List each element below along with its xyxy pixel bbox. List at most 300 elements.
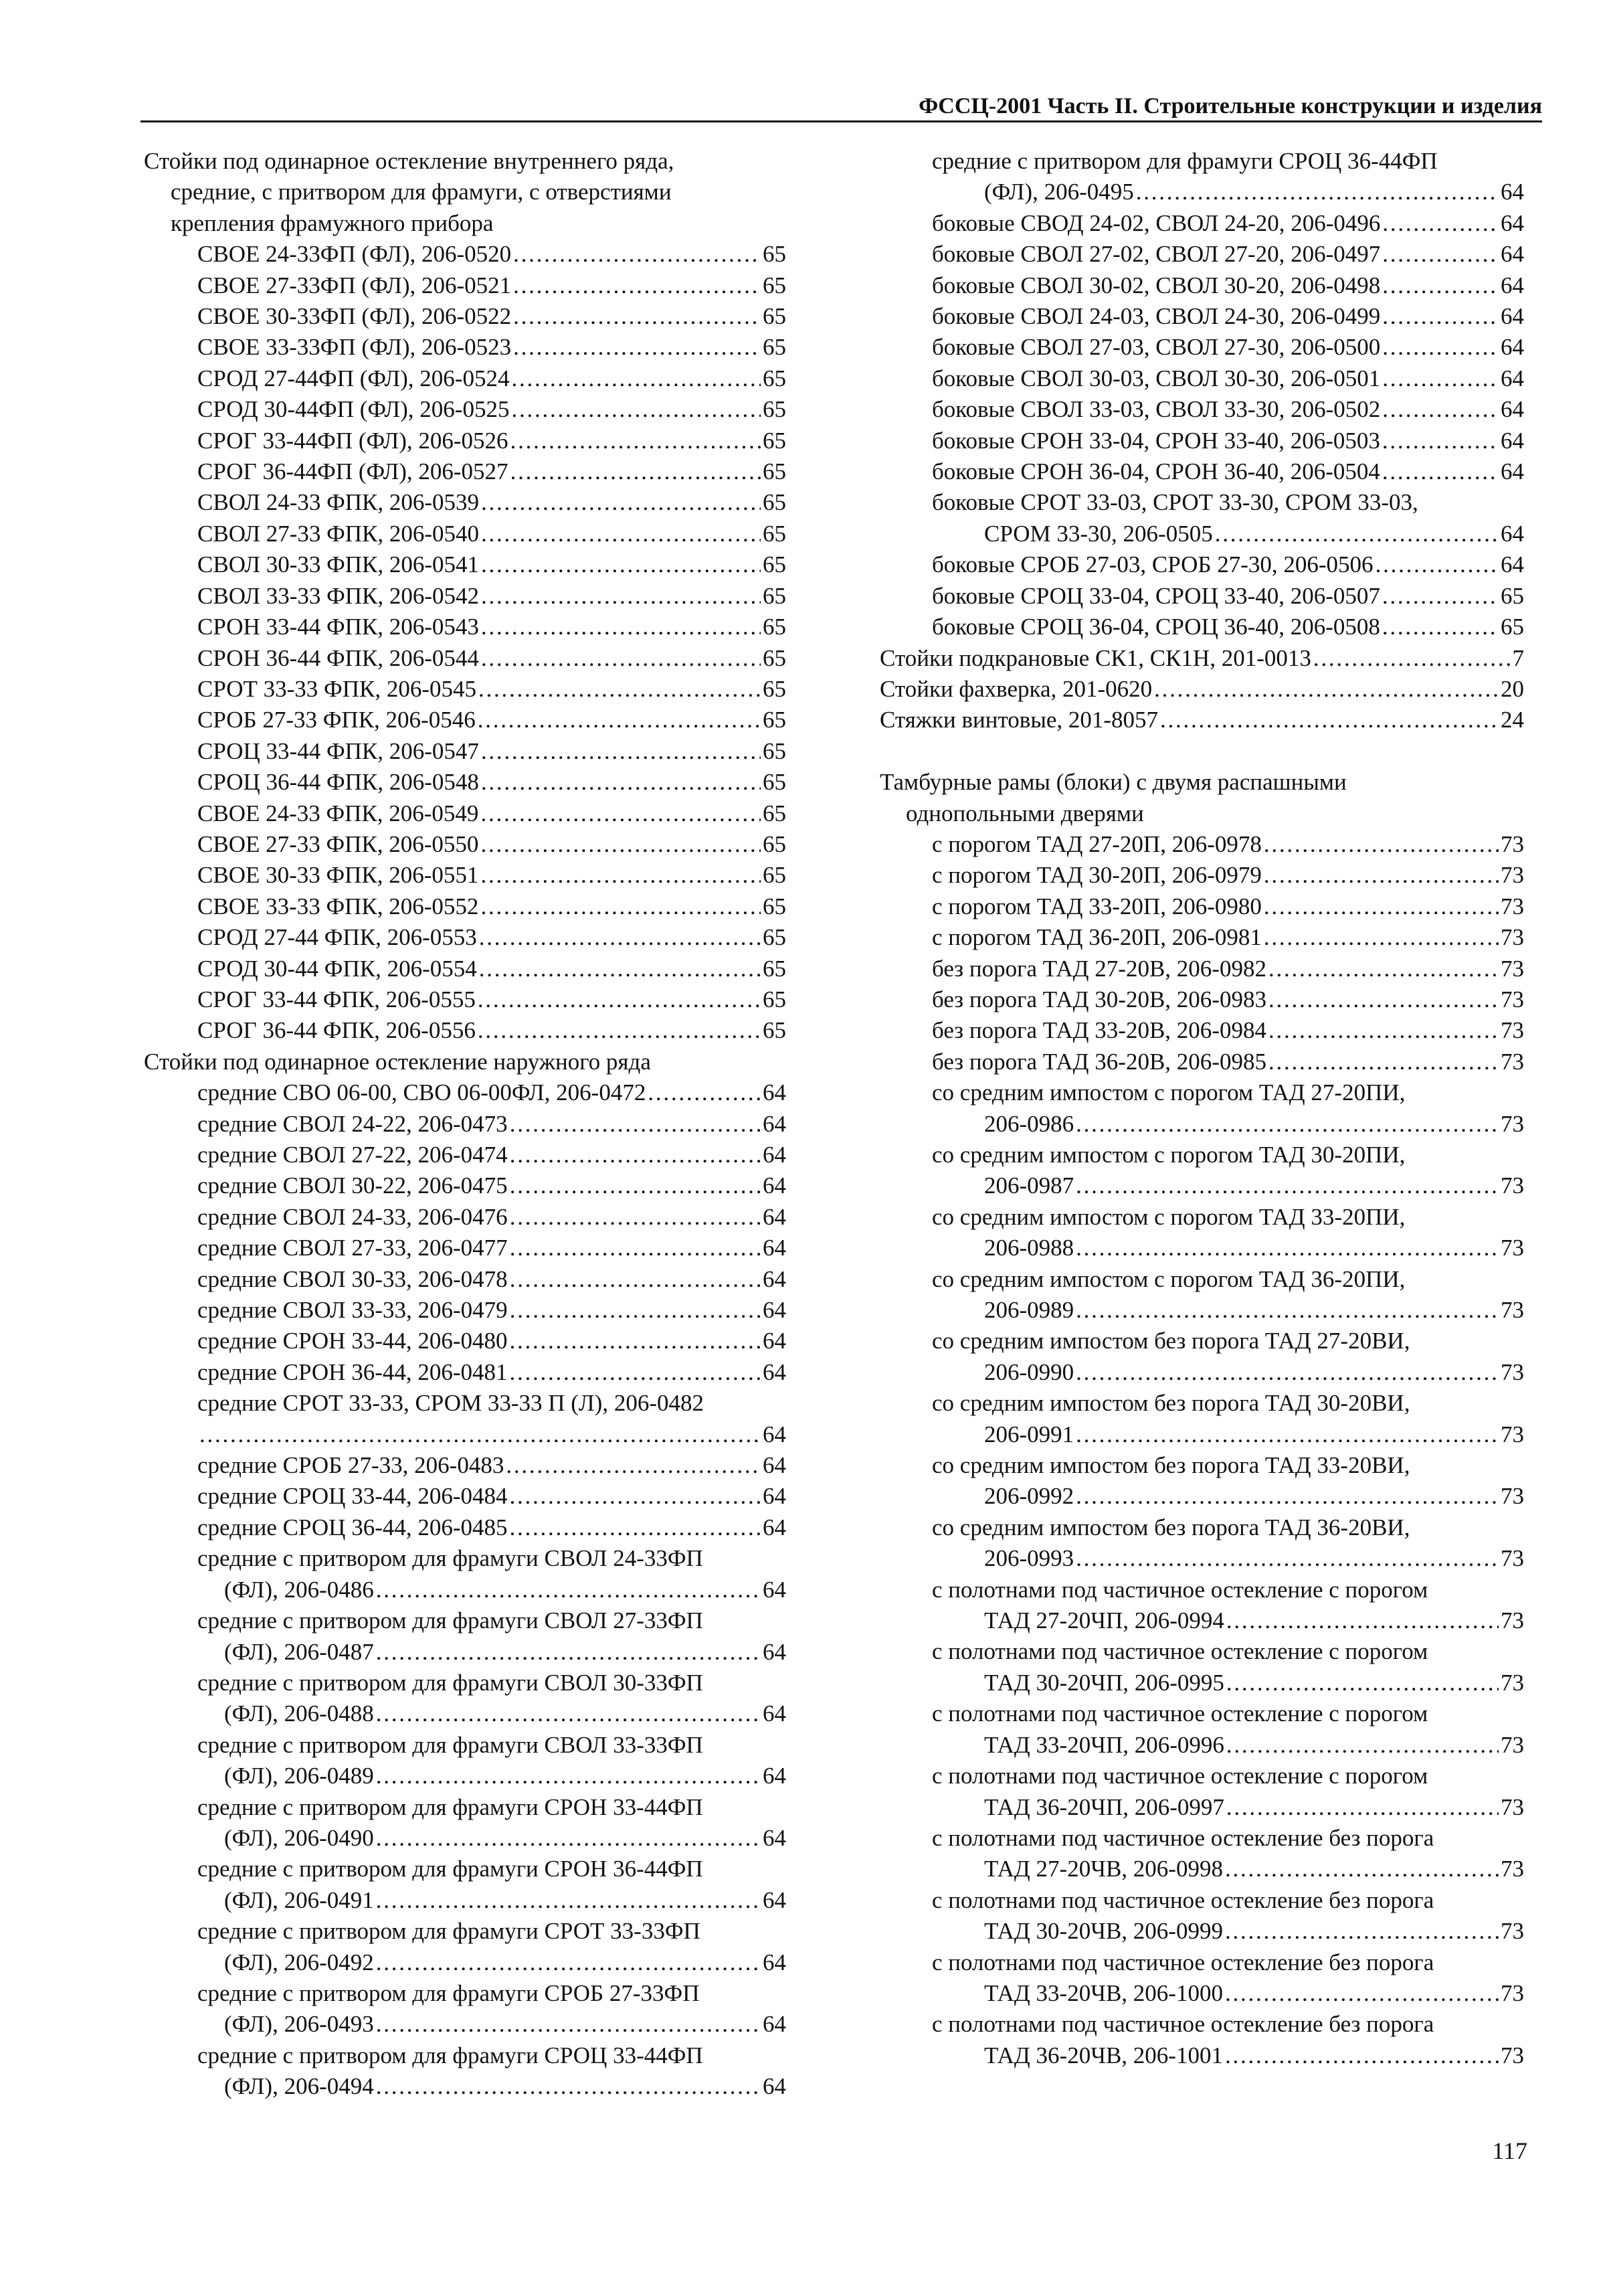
index-entry-text: средние СВОЛ 27-33, 206-0477 bbox=[197, 1235, 508, 1261]
index-entry bbox=[144, 1264, 786, 1295]
dot-leader bbox=[481, 643, 761, 674]
dot-leader bbox=[1268, 1047, 1499, 1077]
index-entry-page: 65 bbox=[763, 924, 786, 951]
index-entry-text: СВОЕ 30-33ФП (ФЛ), 206-0522 bbox=[197, 303, 512, 330]
index-entry-text: СВОЕ 30-33 ФПК, 206-0551 bbox=[197, 862, 479, 889]
index-entry-page: 64 bbox=[763, 2073, 786, 2100]
index-entry-page: 64 bbox=[763, 1297, 786, 1324]
index-entry-text: СВОЕ 24-33 ФПК, 206-0549 bbox=[197, 800, 479, 826]
index-entry-page: 73 bbox=[1501, 1856, 1524, 1882]
index-entry-page: 73 bbox=[1501, 1110, 1524, 1137]
index-entry bbox=[880, 208, 1524, 239]
index-entry bbox=[144, 1823, 786, 1854]
index-entry-page: 64 bbox=[1501, 272, 1524, 298]
index-entry bbox=[144, 270, 786, 301]
index-entry-text: средние СВОЛ 24-22, 206-0473 bbox=[197, 1110, 508, 1137]
dot-leader bbox=[481, 519, 761, 549]
index-entry-page: 73 bbox=[1501, 830, 1524, 857]
index-entry bbox=[144, 954, 786, 984]
index-entry-text: с полотнами под частичное остекление с порогом bbox=[932, 1700, 1428, 1727]
index-entry bbox=[880, 332, 1524, 363]
index-entry-text: боковые СВОЛ 27-02, СВОЛ 27-20, 206-0497 bbox=[932, 241, 1381, 268]
index-entry bbox=[144, 208, 786, 239]
index-entry-page: 65 bbox=[763, 551, 786, 578]
dot-leader bbox=[479, 954, 761, 984]
index-entry-text: средние СРОЦ 36-44, 206-0485 bbox=[197, 1514, 508, 1540]
index-entry-page: 64 bbox=[763, 1172, 786, 1199]
index-entry-text: боковые СВОЛ 33-03, СВОЛ 33-30, 206-0502 bbox=[932, 396, 1381, 423]
index-entry bbox=[144, 1885, 786, 1916]
dot-leader bbox=[1076, 1543, 1499, 1574]
dot-leader bbox=[1154, 674, 1499, 705]
index-entry-page: 65 bbox=[763, 800, 786, 826]
dot-leader bbox=[510, 1481, 761, 1512]
index-entry-page: 65 bbox=[763, 830, 786, 857]
index-entry-text: СВОЕ 27-33 ФПК, 206-0550 bbox=[197, 830, 479, 857]
dot-leader bbox=[513, 270, 761, 301]
index-entry bbox=[880, 1233, 1524, 1263]
index-entry-text: 206-0986 bbox=[984, 1110, 1074, 1137]
index-entry-text: с полотнами под частичное остекление с порогом bbox=[932, 1763, 1428, 1789]
index-entry-text: СВОЛ 24-33 ФПК, 206-0539 bbox=[197, 489, 480, 516]
index-entry-text: (ФЛ), 206-0493 bbox=[224, 2011, 374, 2038]
index-entry-text: (ФЛ), 206-0487 bbox=[224, 1638, 374, 1665]
dot-leader bbox=[1076, 1419, 1499, 1450]
index-entry-text: (ФЛ), 206-0488 bbox=[224, 1700, 374, 1727]
dot-leader bbox=[479, 922, 761, 953]
index-entry-page: 64 bbox=[763, 1576, 786, 1603]
dot-leader bbox=[478, 674, 761, 705]
index-entry bbox=[880, 1047, 1524, 1077]
index-entry-page: 73 bbox=[1501, 1048, 1524, 1075]
index-entry-page: 65 bbox=[763, 675, 786, 702]
index-entry-page: 73 bbox=[1501, 1731, 1524, 1758]
index-entry-page: 64 bbox=[763, 2011, 786, 2038]
index-entry bbox=[144, 767, 786, 798]
index-entry-text: со средним импостом с порогом ТАД 30-20ПИ, bbox=[932, 1141, 1406, 1168]
index-entry-text: Тамбурные рамы (блоки) с двумя распашными bbox=[880, 769, 1347, 796]
dot-leader bbox=[376, 1698, 761, 1729]
index-entry-text: со средним импостом с порогом ТАД 36-20ПИ, bbox=[932, 1265, 1406, 1292]
index-entry bbox=[880, 549, 1524, 580]
index-entry bbox=[144, 1761, 786, 1791]
index-entry-text: с полотнами под частичное остекление без порога bbox=[932, 1824, 1434, 1851]
index-entry bbox=[144, 1698, 786, 1729]
index-entry-text: ТАД 27-20ЧП, 206-0994 bbox=[984, 1607, 1224, 1634]
dot-leader bbox=[1382, 581, 1499, 612]
dot-leader bbox=[1136, 177, 1499, 207]
index-column-left bbox=[144, 146, 786, 2103]
index-entry bbox=[880, 2040, 1524, 2071]
index-entry bbox=[144, 2040, 786, 2071]
index-entry-text: средние с притвором для фрамуги СРОЦ 36-44ФП bbox=[932, 148, 1438, 174]
index-entry bbox=[144, 1419, 786, 1450]
index-entry-text: со средним импостом без порога ТАД 30-20ВИ, bbox=[932, 1390, 1410, 1417]
index-entry bbox=[144, 456, 786, 487]
index-entry-text: Стяжки винтовые, 201-8057 bbox=[880, 707, 1159, 733]
index-entry bbox=[880, 1450, 1524, 1481]
index-entry-text: боковые СРОН 33-04, СРОН 33-40, 206-0503 bbox=[932, 427, 1380, 454]
dot-leader bbox=[510, 1109, 761, 1140]
index-entry-text: боковые СРОН 36-04, СРОН 36-40, 206-0504 bbox=[932, 458, 1380, 485]
index-entry-text: боковые СВОЛ 24-03, СВОЛ 24-30, 206-0499 bbox=[932, 303, 1381, 330]
dot-leader bbox=[510, 1233, 761, 1263]
index-entry-text: без порога ТАД 30-20В, 206-0983 bbox=[932, 986, 1266, 1012]
index-entry bbox=[144, 1543, 786, 1574]
index-entry bbox=[144, 426, 786, 456]
index-entry-text: 206-0987 bbox=[984, 1172, 1074, 1199]
index-entry-page: 65 bbox=[763, 458, 786, 485]
dot-leader bbox=[376, 1823, 761, 1854]
index-entry bbox=[144, 2071, 786, 2102]
index-entry-text: с полотнами под частичное остекление с порогом bbox=[932, 1638, 1428, 1665]
index-entry-text: с полотнами под частичное остекление без порога bbox=[932, 1949, 1434, 1975]
index-entry bbox=[880, 487, 1524, 518]
index-entry-page: 64 bbox=[1501, 396, 1524, 423]
index-entry-text: СВОЛ 30-33 ФПК, 206-0541 bbox=[197, 551, 480, 578]
index-entry bbox=[144, 1792, 786, 1823]
index-entry bbox=[880, 674, 1524, 705]
index-entry-page: 73 bbox=[1501, 1421, 1524, 1447]
index-entry bbox=[144, 1730, 786, 1761]
index-entry-text: СВОЕ 33-33 ФПК, 206-0552 bbox=[197, 893, 479, 919]
index-entry-text: боковые СВОЛ 27-03, СВОЛ 27-30, 206-0500 bbox=[932, 334, 1381, 361]
dot-leader bbox=[376, 1575, 761, 1605]
index-entry-page: 24 bbox=[1501, 707, 1524, 733]
running-header bbox=[140, 92, 1542, 122]
index-entry-page: 64 bbox=[763, 1514, 786, 1540]
index-entry bbox=[880, 363, 1524, 394]
index-entry bbox=[880, 1916, 1524, 1947]
index-entry-page: 64 bbox=[1501, 427, 1524, 454]
index-entry-text: СРОД 27-44ФП (ФЛ), 206-0524 bbox=[197, 365, 510, 391]
index-entry-page: 73 bbox=[1501, 1017, 1524, 1044]
dot-leader bbox=[376, 1761, 761, 1791]
dot-leader bbox=[510, 426, 761, 456]
dot-leader bbox=[513, 239, 761, 270]
index-entry bbox=[880, 1854, 1524, 1884]
index-entry-text: средние СРОТ 33-33, СРОМ 33-33 П (Л), 206-0482 bbox=[197, 1390, 704, 1417]
index-entry-text: (ФЛ), 206-0495 bbox=[984, 179, 1134, 205]
index-entry-page: 64 bbox=[1501, 179, 1524, 205]
index-entry bbox=[880, 146, 1524, 177]
index-entry-page: 64 bbox=[763, 1824, 786, 1851]
index-entry-page: 64 bbox=[763, 1203, 786, 1230]
dot-leader bbox=[1382, 270, 1499, 301]
index-entry bbox=[144, 1512, 786, 1543]
index-entry bbox=[880, 1140, 1524, 1170]
index-entry-text: 206-0989 bbox=[984, 1297, 1074, 1324]
index-entry-page: 64 bbox=[763, 1452, 786, 1479]
dot-leader bbox=[510, 1326, 761, 1356]
index-entry-text: (ФЛ), 206-0490 bbox=[224, 1824, 374, 1851]
dot-leader bbox=[510, 1140, 761, 1170]
index-entry bbox=[144, 301, 786, 332]
index-entry-text: с порогом ТАД 30-20П, 206-0979 bbox=[932, 862, 1262, 889]
index-entry-text: средние СРОБ 27-33, 206-0483 bbox=[197, 1452, 504, 1479]
index-entry-text: со средним импостом без порога ТАД 33-20ВИ, bbox=[932, 1452, 1410, 1479]
index-entry-page: 73 bbox=[1501, 1545, 1524, 1572]
dot-leader bbox=[1382, 363, 1499, 394]
dot-leader bbox=[481, 612, 761, 642]
index-entry bbox=[144, 581, 786, 612]
index-entry-page: 65 bbox=[1501, 614, 1524, 640]
index-entry-page: 65 bbox=[763, 427, 786, 454]
index-entry-page: 65 bbox=[763, 582, 786, 609]
index-entry-page: 73 bbox=[1501, 1607, 1524, 1634]
index-entry bbox=[144, 1326, 786, 1356]
dot-leader bbox=[376, 2009, 761, 2040]
index-entry-text: (ФЛ), 206-0492 bbox=[224, 1949, 374, 1975]
index-entry-text: СРОГ 36-44ФП (ФЛ), 206-0527 bbox=[197, 458, 508, 485]
index-entry-page: 73 bbox=[1501, 986, 1524, 1012]
index-entry bbox=[144, 1202, 786, 1233]
index-entry bbox=[880, 1730, 1524, 1761]
dot-leader bbox=[481, 581, 761, 612]
dot-leader bbox=[1264, 922, 1499, 953]
dot-leader bbox=[376, 1947, 761, 1978]
index-entry-page: 65 bbox=[763, 489, 786, 516]
index-entry-page: 64 bbox=[763, 1700, 786, 1727]
index-entry-page: 64 bbox=[763, 1638, 786, 1665]
index-entry bbox=[144, 1450, 786, 1481]
index-entry-page: 73 bbox=[1501, 1918, 1524, 1945]
dot-leader bbox=[1382, 612, 1499, 642]
index-entry bbox=[144, 1015, 786, 1046]
index-entry-text: средние с притвором для фрамуги СРОТ 33-33ФП bbox=[197, 1918, 700, 1945]
index-entry-text: СРОБ 27-33 ФПК, 206-0546 bbox=[197, 707, 476, 733]
dot-leader bbox=[510, 1170, 761, 1201]
index-entry bbox=[144, 1947, 786, 1978]
dot-leader bbox=[1225, 1854, 1499, 1884]
index-entry bbox=[880, 1170, 1524, 1201]
index-entry-text: средние с притвором для фрамуги СВОЛ 30-33ФП bbox=[197, 1669, 703, 1696]
dot-leader bbox=[1382, 394, 1499, 425]
index-entry-page: 64 bbox=[763, 1886, 786, 1913]
index-entry-text: средние СВО 06-00, СВО 06-00ФЛ, 206-0472 bbox=[197, 1079, 646, 1106]
index-entry bbox=[144, 643, 786, 674]
index-entry-text: средние СРОН 33-44, 206-0480 bbox=[197, 1328, 508, 1354]
index-entry bbox=[144, 487, 786, 518]
dot-leader bbox=[480, 829, 761, 860]
index-entry-page: 7 bbox=[1512, 644, 1524, 671]
dot-leader bbox=[376, 1637, 761, 1668]
index-entry bbox=[880, 954, 1524, 984]
index-entry-text: средние с притвором для фрамуги СРОН 36-44ФП bbox=[197, 1856, 703, 1882]
index-entry bbox=[880, 984, 1524, 1015]
index-entry-text: СРОМ 33-30, 206-0505 bbox=[984, 520, 1213, 547]
index-entry bbox=[144, 1109, 786, 1140]
index-entry-text: со средним импостом с порогом ТАД 33-20ПИ, bbox=[932, 1203, 1406, 1230]
index-entry-text: 206-0988 bbox=[984, 1235, 1074, 1261]
index-entry-page: 65 bbox=[763, 614, 786, 640]
index-entry bbox=[880, 1885, 1524, 1916]
index-entry bbox=[880, 1077, 1524, 1108]
index-entry bbox=[880, 1109, 1524, 1140]
page-number: 117 bbox=[1492, 2137, 1527, 2164]
dot-leader bbox=[1076, 1357, 1499, 1388]
index-entry bbox=[880, 1419, 1524, 1450]
dot-leader bbox=[480, 798, 761, 829]
index-entry-page: 64 bbox=[1501, 458, 1524, 485]
index-entry-page: 65 bbox=[763, 893, 786, 919]
index-entry-page: 73 bbox=[1501, 1297, 1524, 1324]
index-entry-text: 206-0992 bbox=[984, 1483, 1074, 1510]
index-entry-text: СРОЦ 36-44 ФПК, 206-0548 bbox=[197, 769, 479, 796]
index-entry bbox=[880, 1015, 1524, 1046]
index-entry bbox=[880, 1978, 1524, 2009]
index-entry-text: с порогом ТАД 36-20П, 206-0981 bbox=[932, 924, 1262, 951]
index-entry-text: (ФЛ), 206-0486 bbox=[224, 1576, 374, 1603]
index-entry-text: крепления фрамужного прибора bbox=[171, 209, 494, 236]
index-entry-text: СРОГ 33-44 ФПК, 206-0555 bbox=[197, 986, 476, 1012]
index-entry-text: однопольными дверями bbox=[906, 800, 1144, 826]
index-entry-page: 65 bbox=[763, 955, 786, 982]
index-entry bbox=[880, 1668, 1524, 1698]
index-entry bbox=[144, 922, 786, 953]
index-entry bbox=[880, 1605, 1524, 1636]
index-entry bbox=[880, 1326, 1524, 1356]
index-entry bbox=[880, 705, 1524, 735]
index-entry-text: ТАД 36-20ЧВ, 206-1001 bbox=[984, 2042, 1223, 2068]
index-entry bbox=[880, 922, 1524, 953]
index-entry-page: 64 bbox=[763, 1421, 786, 1447]
index-entry-text: СРОГ 36-44 ФПК, 206-0556 bbox=[197, 1017, 476, 1044]
dot-leader bbox=[1160, 705, 1499, 735]
index-entry bbox=[880, 1388, 1524, 1419]
dot-leader bbox=[1264, 891, 1499, 922]
index-entry-text: средние с притвором для фрамуги СВОЛ 33-33ФП bbox=[197, 1731, 703, 1758]
index-entry-page: 65 bbox=[763, 769, 786, 796]
index-entry-text: боковые СРОБ 27-03, СРОБ 27-30, 206-0506 bbox=[932, 551, 1374, 578]
index-entry-text: СВОЕ 33-33ФП (ФЛ), 206-0523 bbox=[197, 334, 512, 361]
dot-leader bbox=[199, 1419, 761, 1450]
index-entry bbox=[144, 1357, 786, 1388]
dot-leader bbox=[1382, 239, 1499, 270]
index-entry bbox=[144, 1637, 786, 1668]
dot-leader bbox=[1076, 1170, 1499, 1201]
dot-leader bbox=[1376, 549, 1499, 580]
index-entry-text: ТАД 36-20ЧП, 206-0997 bbox=[984, 1793, 1224, 1820]
dot-leader bbox=[648, 1077, 761, 1108]
index-entry-page: 73 bbox=[1501, 924, 1524, 951]
index-entry-text: СРОД 30-44 ФПК, 206-0554 bbox=[197, 955, 477, 982]
dot-leader bbox=[1268, 1015, 1499, 1046]
dot-leader bbox=[510, 1512, 761, 1543]
dot-leader bbox=[480, 891, 761, 922]
index-entry-page: 64 bbox=[1501, 303, 1524, 330]
dot-leader bbox=[480, 860, 761, 891]
index-entry-text: СРОГ 33-44ФП (ФЛ), 206-0526 bbox=[197, 427, 508, 454]
dot-leader bbox=[1382, 301, 1499, 332]
index-entry bbox=[144, 2009, 786, 2040]
index-entry bbox=[144, 1978, 786, 2009]
index-entry-page: 64 bbox=[763, 1110, 786, 1137]
index-entry bbox=[880, 456, 1524, 487]
index-entry bbox=[880, 1698, 1524, 1729]
index-entry-text: средние СРОН 36-44, 206-0481 bbox=[197, 1358, 508, 1385]
dot-leader bbox=[1225, 1978, 1499, 2009]
index-entry bbox=[144, 705, 786, 735]
index-entry-page: 65 bbox=[763, 396, 786, 423]
index-entry-text: Стойки под одинарное остекление наружного ряда bbox=[144, 1048, 651, 1075]
index-entry-page: 73 bbox=[1501, 1358, 1524, 1385]
dot-leader bbox=[506, 1450, 761, 1481]
index-entry-page: 65 bbox=[763, 241, 786, 268]
index-entry-text: ТАД 30-20ЧВ, 206-0999 bbox=[984, 1918, 1223, 1945]
index-entry-text: с полотнами под частичное остекление без порога bbox=[932, 1886, 1434, 1913]
index-entry-text: средние, с притвором для фрамуги, с отверстиями bbox=[171, 179, 672, 205]
index-entry-text: боковые СРОТ 33-03, СРОТ 33-30, СРОМ 33-03, bbox=[932, 489, 1418, 516]
index-entry-page: 64 bbox=[763, 1142, 786, 1168]
index-entry-page: 73 bbox=[1501, 1235, 1524, 1261]
index-entry bbox=[880, 643, 1524, 674]
index-entry bbox=[144, 1295, 786, 1326]
index-entry bbox=[144, 1388, 786, 1419]
dot-leader bbox=[1268, 954, 1499, 984]
index-entry bbox=[144, 674, 786, 705]
index-entry bbox=[144, 1916, 786, 1947]
index-entry-page: 64 bbox=[1501, 241, 1524, 268]
index-entry bbox=[880, 1481, 1524, 1512]
index-entry bbox=[880, 1512, 1524, 1543]
index-entry-text: Стойки под одинарное остекление внутреннего ряда, bbox=[144, 148, 674, 174]
dot-leader bbox=[1313, 643, 1511, 674]
dot-leader bbox=[1226, 1792, 1499, 1823]
dot-leader bbox=[1382, 332, 1499, 363]
index-entry bbox=[144, 1575, 786, 1605]
index-entry bbox=[880, 1543, 1524, 1574]
dot-leader bbox=[481, 736, 761, 767]
index-entry-page: 73 bbox=[1501, 1669, 1524, 1696]
index-entry bbox=[880, 519, 1524, 549]
index-entry-text: со средним импостом без порога ТАД 27-20ВИ, bbox=[932, 1328, 1410, 1354]
dot-leader bbox=[511, 394, 761, 425]
index-entry-page: 64 bbox=[763, 1265, 786, 1292]
index-entry-text: средние с притвором для фрамуги СВОЛ 27-33ФП bbox=[197, 1607, 703, 1634]
index-entry-text: СРОД 30-44ФП (ФЛ), 206-0525 bbox=[197, 396, 510, 423]
dot-leader bbox=[510, 1264, 761, 1295]
dot-leader bbox=[1076, 1109, 1499, 1140]
index-entry bbox=[144, 177, 786, 207]
dot-leader bbox=[1382, 426, 1499, 456]
index-entry-text: (ФЛ), 206-0491 bbox=[224, 1886, 374, 1913]
index-entry bbox=[144, 984, 786, 1015]
index-entry-text: боковые СВОЛ 30-02, СВОЛ 30-20, 206-0498 bbox=[932, 272, 1381, 298]
index-entry-text: СВОЕ 24-33ФП (ФЛ), 206-0520 bbox=[197, 241, 512, 268]
index-entry-page: 65 bbox=[763, 707, 786, 733]
index-entry-text: боковые СРОЦ 36-04, СРОЦ 36-40, 206-0508 bbox=[932, 614, 1380, 640]
index-entry bbox=[144, 829, 786, 860]
index-entry-page: 65 bbox=[763, 986, 786, 1012]
header-title: ФССЦ-2001 Часть II. Строительные конструкции и изделия bbox=[919, 94, 1542, 118]
index-entry bbox=[144, 332, 786, 363]
index-entry-page: 73 bbox=[1501, 955, 1524, 982]
dot-leader bbox=[1215, 519, 1499, 549]
index-entry bbox=[144, 146, 786, 177]
index-entry-text: ТАД 33-20ЧП, 206-0996 bbox=[984, 1731, 1224, 1758]
index-entry bbox=[144, 1481, 786, 1512]
index-entry-page: 64 bbox=[763, 1949, 786, 1975]
index-entry-page: 65 bbox=[763, 737, 786, 764]
index-entry-text: СВОЕ 27-33ФП (ФЛ), 206-0521 bbox=[197, 272, 512, 298]
index-entry bbox=[880, 1636, 1524, 1667]
index-entry-text: (ФЛ), 206-0494 bbox=[224, 2073, 374, 2100]
index-entry-text: СВОЛ 33-33 ФПК, 206-0542 bbox=[197, 582, 480, 609]
index-entry-page: 65 bbox=[763, 303, 786, 330]
index-entry-text: ТАД 27-20ЧВ, 206-0998 bbox=[984, 1856, 1223, 1882]
index-entry bbox=[880, 767, 1524, 798]
